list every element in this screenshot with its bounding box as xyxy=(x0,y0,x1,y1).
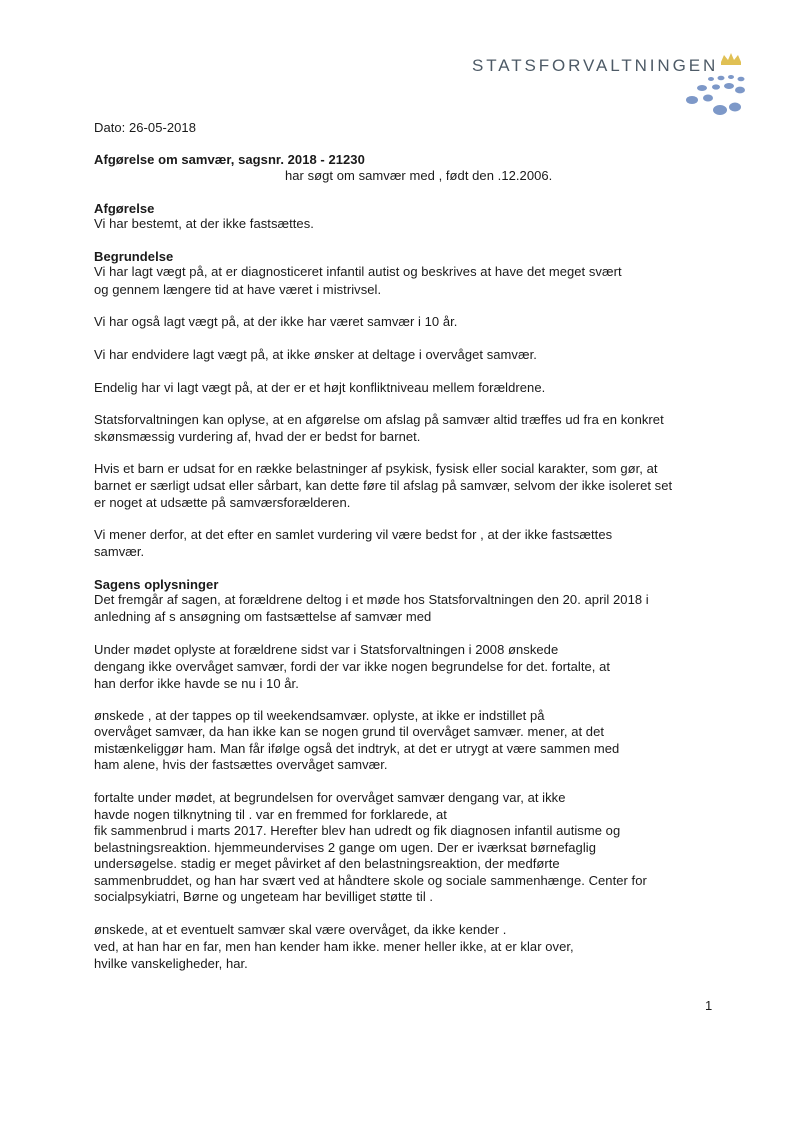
letter-date: Dato: 26-05-2018 xyxy=(94,120,196,135)
letter-subtitle: har søgt om samvær med , født den .12.2006. xyxy=(285,168,553,183)
logo-dots xyxy=(686,75,745,115)
fact-line: Under mødet oplyste at forældrene sidst var i Statsforvaltningen i 2008 ønskede xyxy=(94,642,559,657)
fact-line: havde nogen tilknytning til . var en fremmed for forklarede, at xyxy=(94,807,447,822)
fact-line: dengang ikke overvåget samvær, fordi der var ikke nogen begrundelse for det. fortalte, at xyxy=(94,659,611,674)
reason-line: Vi har lagt vægt på, at er diagnosticeret infantil autist og beskrives at have det meget svært xyxy=(94,264,622,279)
fact-line: sammenbruddet, og han har svært ved at håndtere skole og sociale sammenhænge. Center for xyxy=(94,873,647,888)
fact-line: overvåget samvær, da han ikke kan se nogen grund til overvåget samvær. mener, at det xyxy=(94,724,605,739)
section-heading-facts: Sagens oplysninger xyxy=(94,577,219,592)
fact-line: ham alene, hvis der fastsættes overvåget samvær. xyxy=(94,757,388,772)
section-heading-decision: Afgørelse xyxy=(94,201,155,216)
fact-line: Det fremgår af sagen, at forældrene deltog i et møde hos Statsforvaltningen den 20. april 2018 i xyxy=(94,592,649,607)
fact-line: fortalte under mødet, at begrundelsen for overvåget samvær dengang var, at ikke xyxy=(94,790,566,805)
page-number: 1 xyxy=(705,998,713,1013)
fact-line: hvilke vanskeligheder, har. xyxy=(94,956,248,971)
fact-line: ønskede , at der tappes op til weekendsamvær. oplyste, at ikke er indstillet på xyxy=(94,708,545,723)
fact-line: han derfor ikke havde se nu i 10 år. xyxy=(94,676,299,691)
reason-line: Vi har endvidere lagt vægt på, at ikke ønsker at deltage i overvåget samvær. xyxy=(94,347,537,362)
fact-line: belastningsreaktion. hjemmeundervises 2 gange om ugen. Der er iværksat børnefaglig xyxy=(94,840,596,855)
reason-line: og gennem længere tid at have været i mistrivsel. xyxy=(94,282,382,297)
fact-line: ønskede, at et eventuelt samvær skal være overvåget, da ikke kender . xyxy=(94,922,507,937)
reason-line: Vi mener derfor, at det efter en samlet vurdering vil være bedst for , at der ikke fastsættes xyxy=(94,527,613,542)
reason-line: samvær. xyxy=(94,544,145,559)
fact-line: mistænkeliggør ham. Man får ifølge også det indtryk, at det er utrygt at være sammen med xyxy=(94,741,620,756)
reason-line: Statsforvaltningen kan oplyse, at en afgørelse om afslag på samvær altid træffes ud fra en konkret xyxy=(94,412,664,427)
reason-line: Vi har også lagt vægt på, at der ikke har været samvær i 10 år. xyxy=(94,314,458,329)
reason-line: skønsmæssig vurdering af, hvad der er bedst for barnet. xyxy=(94,429,421,444)
fact-line: undersøgelse. stadig er meget påvirket af den belastningsreaktion, der medførte xyxy=(94,856,560,871)
agency-logo-text: STATSFORVALTNINGEN xyxy=(472,56,719,75)
crown-icon xyxy=(721,53,741,65)
agency-logo-mark xyxy=(680,50,750,122)
fact-line: anledning af s ansøgning om fastsættelse af samvær med xyxy=(94,609,432,624)
fact-line: fik sammenbrud i marts 2017. Herefter blev han udredt og fik diagnosen infantil autisme og xyxy=(94,823,621,838)
decision-text: Vi har bestemt, at der ikke fastsættes. xyxy=(94,216,314,231)
reason-line: barnet er særligt udsat eller sårbart, kan dette føre til afslag på samvær, selvom der ikke isoleret set xyxy=(94,478,673,493)
reason-line: er noget at udsætte på samværsforælderen. xyxy=(94,495,351,510)
section-heading-reasons: Begrundelse xyxy=(94,249,174,264)
fact-line: socialpsykiatri, Børne og ungeteam har bevilliget støtte til . xyxy=(94,889,434,904)
letter-title: Afgørelse om samvær, sagsnr. 2018 - 21230 xyxy=(94,152,365,167)
fact-line: ved, at han har en far, men han kender ham ikke. mener heller ikke, at er klar over, xyxy=(94,939,574,954)
reason-line: Hvis et barn er udsat for en række belastninger af psykisk, fysisk eller social karakter, som gør, at xyxy=(94,461,658,476)
reason-line: Endelig har vi lagt vægt på, at der er et højt konfliktniveau mellem forældrene. xyxy=(94,380,546,395)
